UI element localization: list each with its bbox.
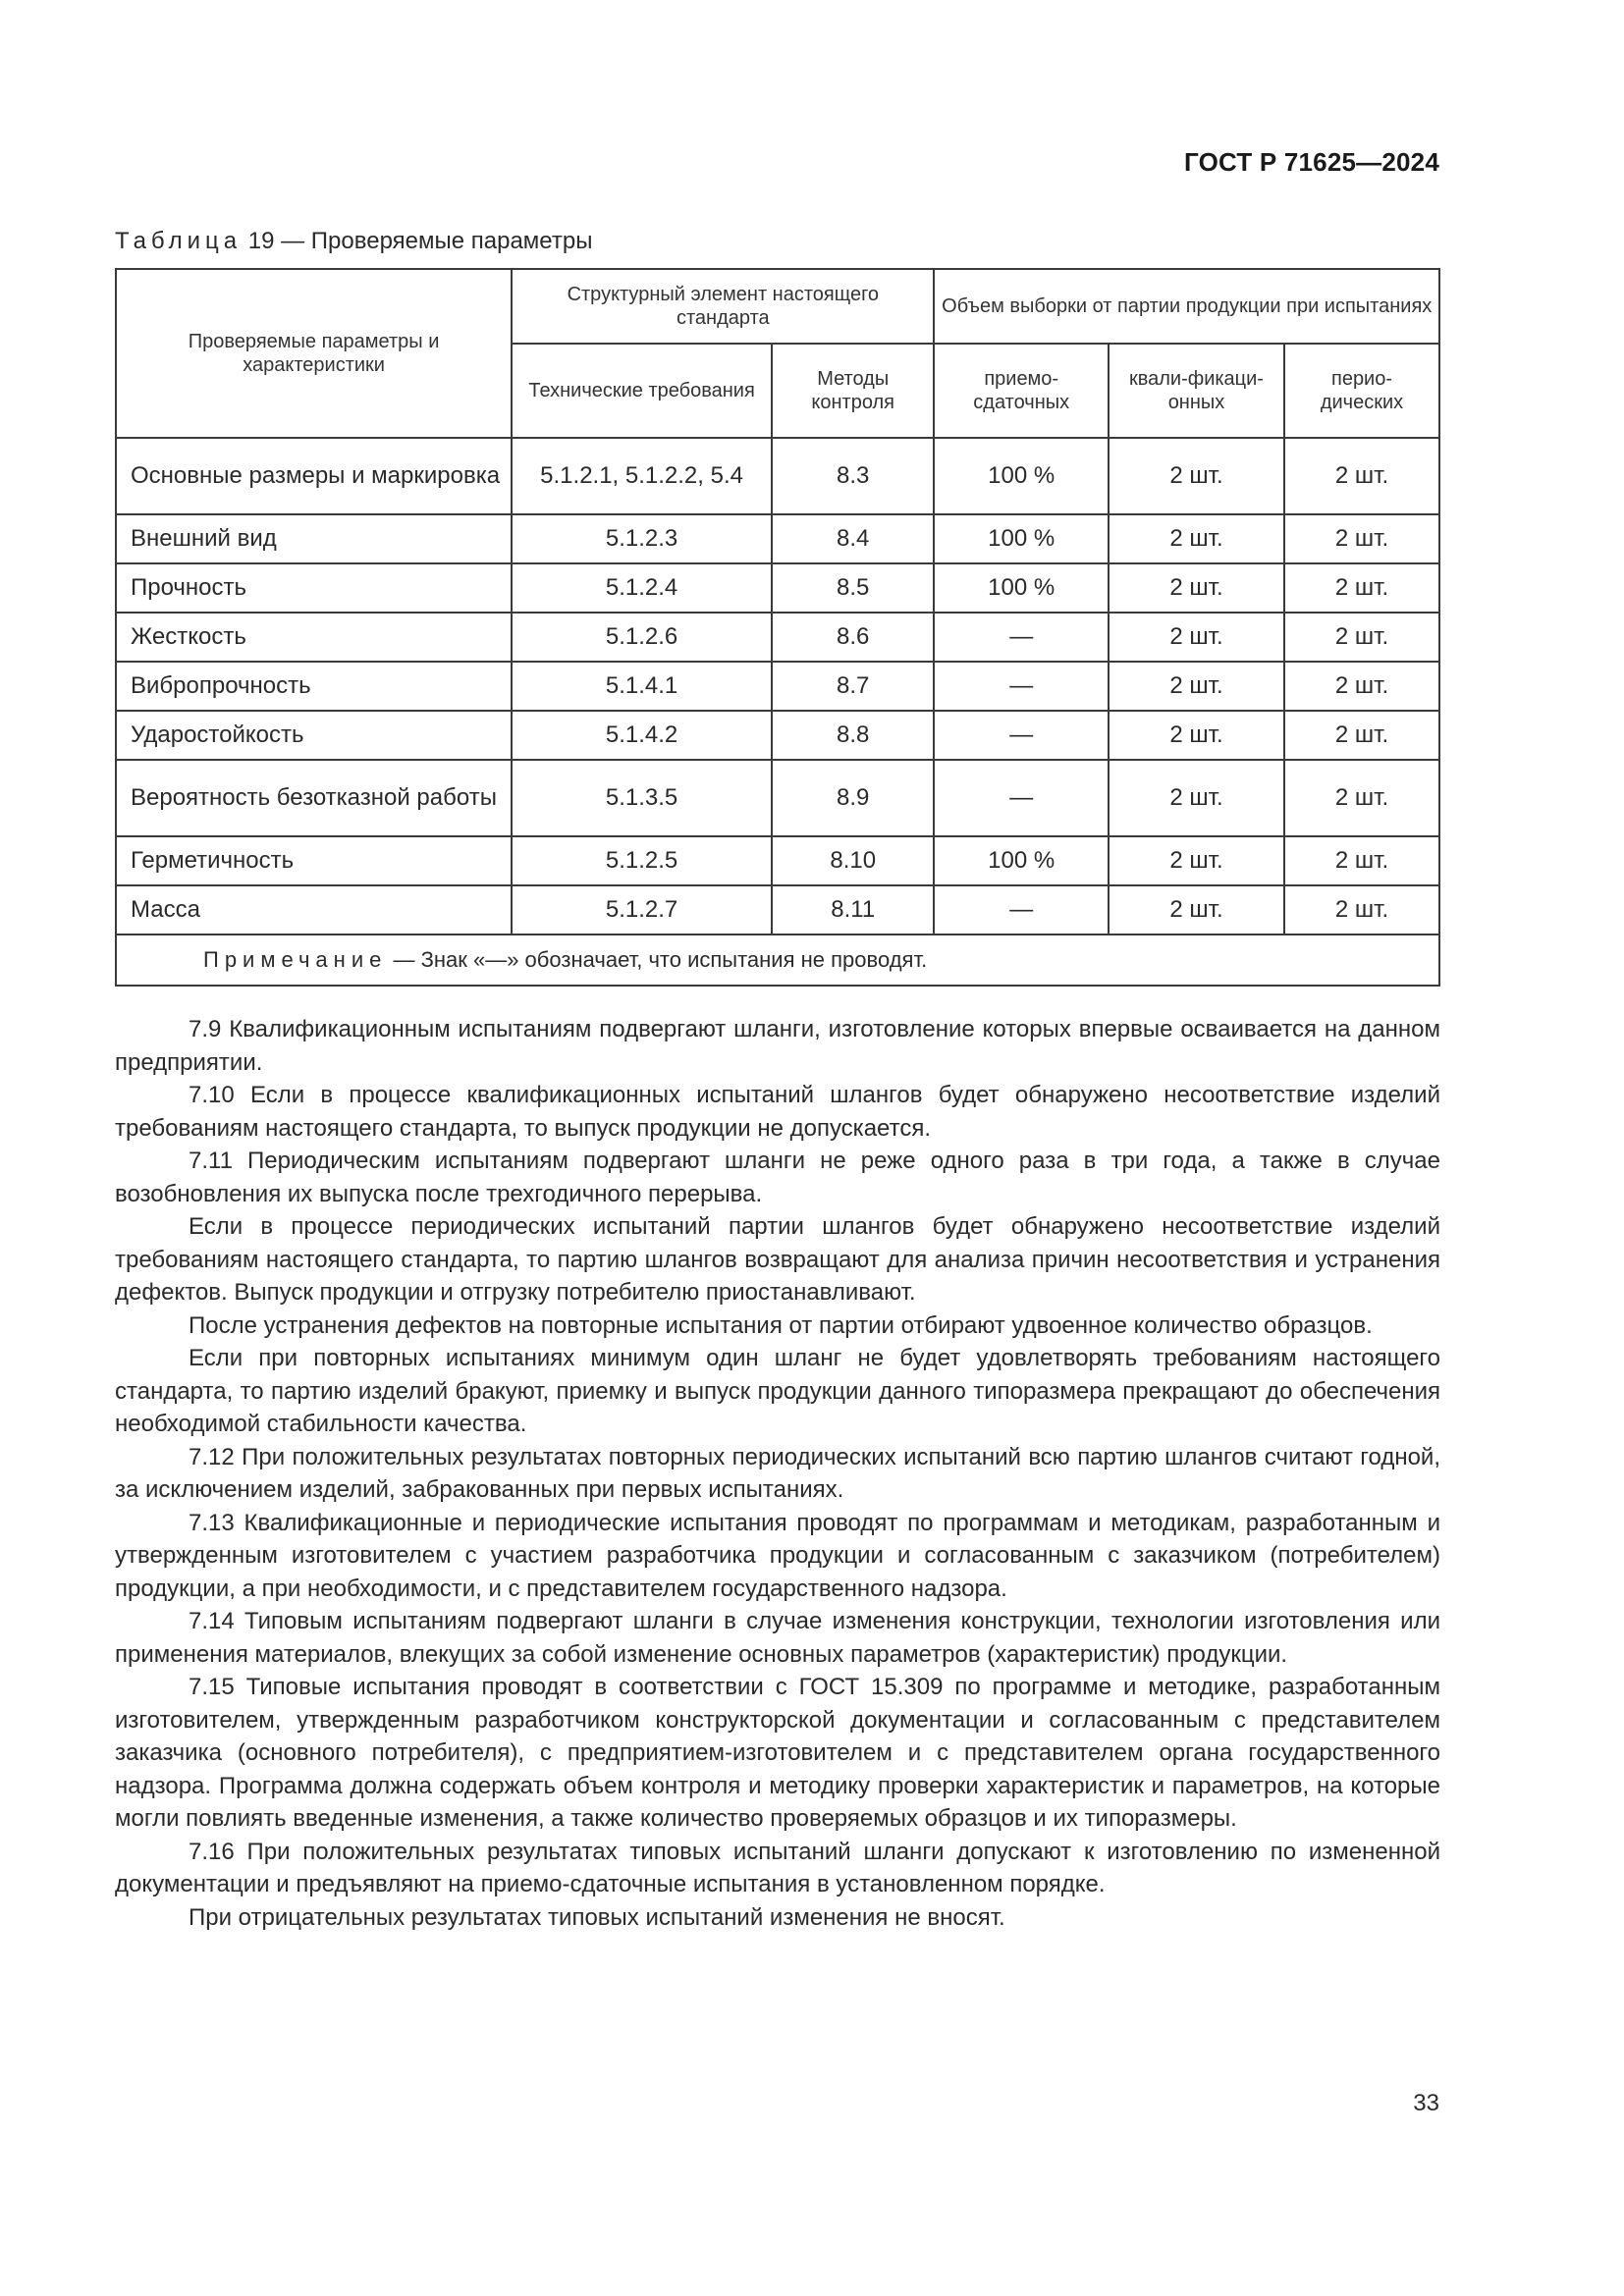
table-caption — [115, 228, 592, 255]
technical-requirement-ref: 5.1.3.5 — [512, 760, 772, 836]
table-note-label: Примечание — [203, 947, 388, 972]
table-note-row — [116, 934, 1439, 986]
technical-requirement-ref: 5.1.2.4 — [512, 563, 772, 613]
technical-requirement-ref: 5.1.2.6 — [512, 613, 772, 662]
qualification-sample: 2 шт. — [1109, 662, 1284, 711]
qualification-sample: 2 шт. — [1109, 563, 1284, 613]
header-control-methods: Методы контроля — [772, 344, 934, 438]
paragraph-7-9: 7.9 Квалификационным испытаниям подвергают шланги, изготовление которых впервые осваивается на данном предприятии. — [115, 1016, 1440, 1076]
table-row — [116, 760, 1439, 836]
acceptance-sample: — — [934, 613, 1109, 662]
qualification-sample: 2 шт. — [1109, 711, 1284, 760]
paragraph-7-15: 7.15 Типовые испытания проводят в соответствии с ГОСТ 15.309 по программе и методике, разработанным изготовителем, утвержденным разработчиком конструкторской документации и согласованным с представителем заказчика (основного потребителя), с предприятием-изготовителем и с представителем органа государственного надзора. Программа должна содержать объем контроля и методику проверки характеристик и параметров, на которые могли повлиять введенные изменения, а также количество проверяемых образцов и их типоразмеры. — [115, 1674, 1440, 1832]
table-caption-text: 19 — Проверяемые параметры — [242, 228, 593, 254]
table-row — [116, 563, 1439, 613]
parameter-name: Основные размеры и маркировка — [116, 438, 512, 514]
control-method-ref: 8.8 — [772, 711, 934, 760]
parameters-table — [115, 268, 1440, 987]
document-designation: ГОСТ Р 71625—2024 — [1184, 147, 1439, 177]
parameter-name: Вибропрочность — [116, 662, 512, 711]
paragraph-7-14: 7.14 Типовым испытаниям подвергают шланги в случае изменения конструкции, технологии изготовления или применения материалов, влекущих за собой изменение основных параметров (характеристик) продукции. — [115, 1608, 1440, 1668]
table-row — [116, 711, 1439, 760]
acceptance-sample: 100 % — [934, 514, 1109, 563]
technical-requirement-ref: 5.1.2.1, 5.1.2.2, 5.4 — [512, 438, 772, 514]
control-method-ref: 8.10 — [772, 836, 934, 885]
table-row — [116, 514, 1439, 563]
acceptance-sample: — — [934, 711, 1109, 760]
header-periodic-tests: перио-дических — [1284, 344, 1439, 438]
header-qualification-tests: квали-фикаци-онных — [1109, 344, 1284, 438]
parameter-name: Вероятность безотказной работы — [116, 760, 512, 836]
qualification-sample: 2 шт. — [1109, 885, 1284, 934]
periodic-sample: 2 шт. — [1284, 563, 1439, 613]
periodic-sample: 2 шт. — [1284, 711, 1439, 760]
paragraph-7-16-b: При отрицательных результатах типовых испытаний изменения не вносят. — [189, 1903, 1005, 1931]
acceptance-sample: 100 % — [934, 438, 1109, 514]
table-note — [116, 934, 1439, 986]
parameter-name: Герметичность — [116, 836, 512, 885]
paragraph-7-11: 7.11 Периодическим испытаниям подвергают шланги не реже одного раза в три года, а также в случае возобновления их выпуска после трехгодичного перерыва. — [115, 1148, 1440, 1207]
table-row — [116, 836, 1439, 885]
acceptance-sample: — — [934, 760, 1109, 836]
parameter-name: Прочность — [116, 563, 512, 613]
header-sample-size: Объем выборки от партии продукции при испытаниях — [934, 269, 1439, 344]
acceptance-sample: — — [934, 662, 1109, 711]
header-technical-requirements: Технические требования — [512, 344, 772, 438]
parameter-name: Ударостойкость — [116, 711, 512, 760]
table-note-text: — Знак «—» обозначает, что испытания не проводят. — [387, 947, 928, 972]
paragraph-7-11-d: Если при повторных испытаниях минимум один шланг не будет удовлетворять требованиям настоящего стандарта, то партию изделий бракуют, приемку и выпуск продукции данного типоразмера прекращают до обеспечения необходимой стабильности качества. — [115, 1345, 1440, 1437]
table-row — [116, 613, 1439, 662]
control-method-ref: 8.4 — [772, 514, 934, 563]
technical-requirement-ref: 5.1.2.3 — [512, 514, 772, 563]
paragraph-7-11-b: Если в процессе периодических испытаний партии шлангов будет обнаружено несоответствие изделий требованиям настоящего стандарта, то партию шлангов возвращают для анализа причин несоответствия и устранения дефектов. Выпуск продукции и отгрузку потребителю приостанавливают. — [115, 1213, 1440, 1306]
paragraph-7-11-c: После устранения дефектов на повторные испытания от партии отбирают удвоенное количество образцов. — [189, 1311, 1373, 1339]
qualification-sample: 2 шт. — [1109, 760, 1284, 836]
header-parameter: Проверяемые параметры и характеристики — [116, 269, 512, 438]
periodic-sample: 2 шт. — [1284, 760, 1439, 836]
technical-requirement-ref: 5.1.4.1 — [512, 662, 772, 711]
control-method-ref: 8.3 — [772, 438, 934, 514]
periodic-sample: 2 шт. — [1284, 613, 1439, 662]
qualification-sample: 2 шт. — [1109, 613, 1284, 662]
periodic-sample: 2 шт. — [1284, 885, 1439, 934]
technical-requirement-ref: 5.1.2.5 — [512, 836, 772, 885]
qualification-sample: 2 шт. — [1109, 438, 1284, 514]
technical-requirement-ref: 5.1.4.2 — [512, 711, 772, 760]
qualification-sample: 2 шт. — [1109, 514, 1284, 563]
paragraph-7-10: 7.10 Если в процессе квалификационных испытаний шлангов будет обнаружено несоответствие изделий требованиям настоящего стандарта, то выпуск продукции не допускается. — [115, 1082, 1440, 1142]
parameter-name: Масса — [116, 885, 512, 934]
parameter-name: Жесткость — [116, 613, 512, 662]
acceptance-sample: — — [934, 885, 1109, 934]
header-acceptance-tests: приемо-сдаточных — [934, 344, 1109, 438]
paragraph-7-13: 7.13 Квалификационные и периодические испытания проводят по программам и методикам, разработанным и утвержденным изготовителем с участием разработчика продукции и согласованным с заказчиком (потребителем) продукции, а при необходимости, и с представителем государственного надзора. — [115, 1509, 1440, 1602]
table-row — [116, 662, 1439, 711]
periodic-sample: 2 шт. — [1284, 836, 1439, 885]
periodic-sample: 2 шт. — [1284, 662, 1439, 711]
periodic-sample: 2 шт. — [1284, 514, 1439, 563]
acceptance-sample: 100 % — [934, 563, 1109, 613]
header-structural-element: Структурный элемент настоящего стандарта — [512, 269, 934, 344]
parameter-name: Внешний вид — [116, 514, 512, 563]
table-row — [116, 885, 1439, 934]
qualification-sample: 2 шт. — [1109, 836, 1284, 885]
body-text — [115, 1013, 1440, 1934]
control-method-ref: 8.6 — [772, 613, 934, 662]
control-method-ref: 8.5 — [772, 563, 934, 613]
control-method-ref: 8.11 — [772, 885, 934, 934]
table-caption-label: Таблица — [115, 228, 243, 254]
control-method-ref: 8.9 — [772, 760, 934, 836]
table-row — [116, 438, 1439, 514]
paragraph-7-12: 7.12 При положительных результатах повторных периодических испытаний всю партию шлангов считают годной, за исключением изделий, забракованных при первых испытаниях. — [115, 1443, 1440, 1503]
acceptance-sample: 100 % — [934, 836, 1109, 885]
page-number: 33 — [1413, 2090, 1439, 2116]
technical-requirement-ref: 5.1.2.7 — [512, 885, 772, 934]
control-method-ref: 8.7 — [772, 662, 934, 711]
paragraph-7-16: 7.16 При положительных результатах типовых испытаний шланги допускают к изготовлению по измененной документации и предъявляют на приемо-сдаточные испытания в установленном порядке. — [115, 1838, 1440, 1897]
periodic-sample: 2 шт. — [1284, 438, 1439, 514]
